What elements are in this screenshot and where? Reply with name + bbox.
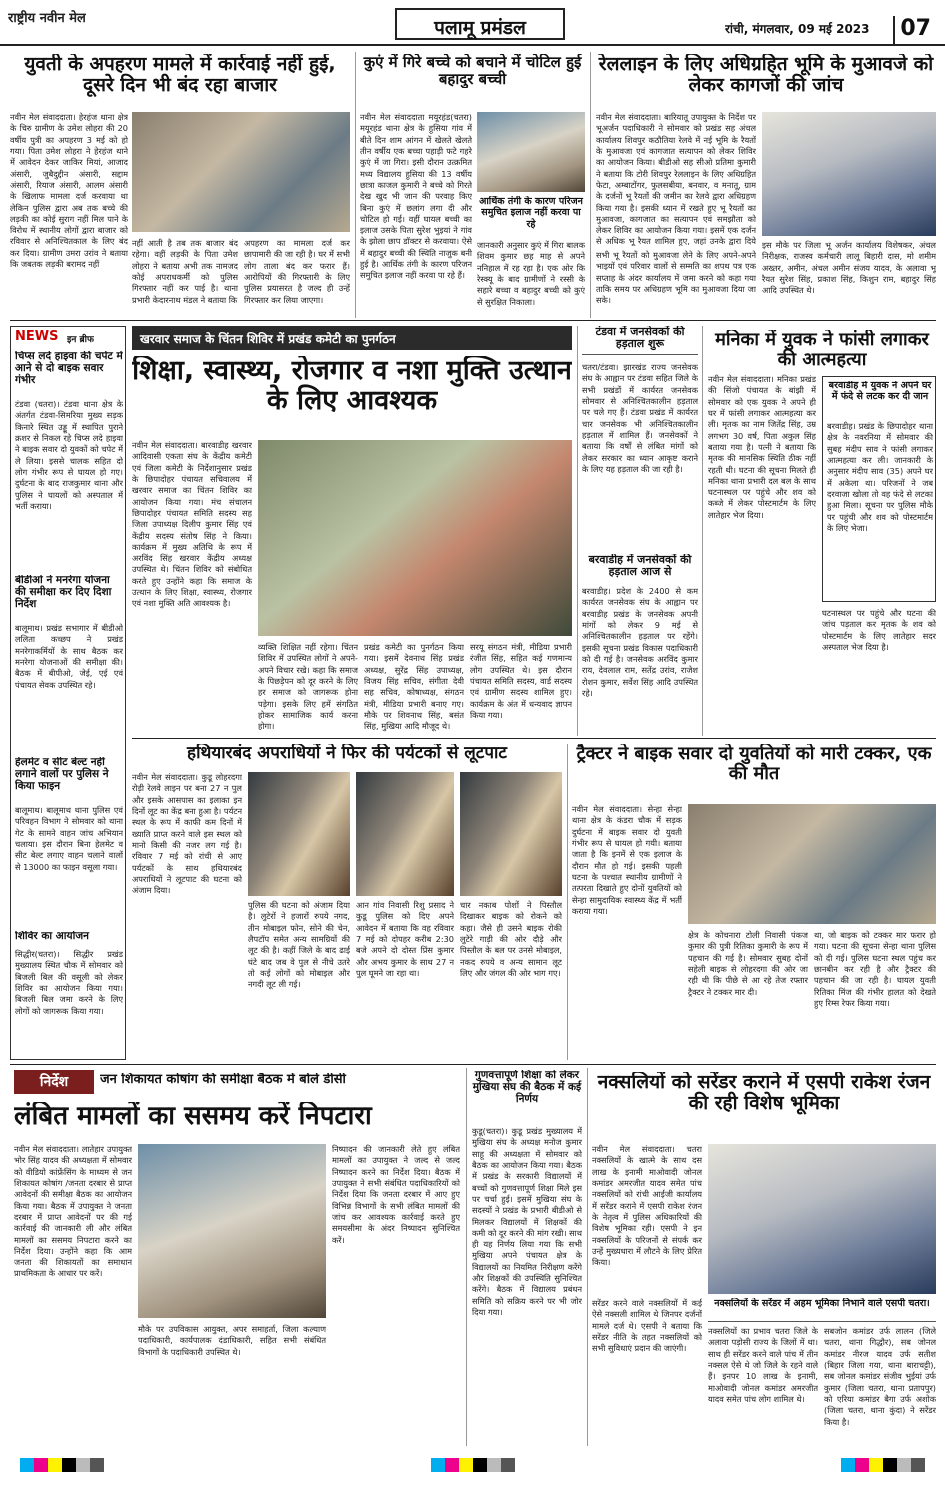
- a2-caption: आर्थिक तंगी के कारण परिजन समुचित इलाज नहीं करवा पा रहे: [479, 196, 583, 230]
- news-sublabel: इन ब्रीफ: [67, 335, 94, 345]
- a11-body-1: नवीन मेल संवाददाता। चतरा नक्सलियों के खात्मे के साथ दस लाख के इनामी माओवादी जोनल कमांडर अमरजीत यादव समेत पांच नक्सलियों को रांची आईजी कार्यालय में सरेंडर कराने में एसपी राकेश रंजन के नेतृत्व में पुलिस अधिकारियों की विशेष भूमिका रही। एसपी ने इन नक्सलियों के परिजनों से संपर्क कर उन्हें मुख्यधारा में लौटने के लिए प्रेरित किया।: [592, 1144, 702, 1268]
- section-title: पलामू प्रमंडल: [434, 17, 526, 39]
- a1-body-3: अपहरण का मामला दर्ज कर छापामारी की जा रही है। घर में सभी लोग ताला बंद कर फरार हैं। आरोपियों की गिरफ्तारी के लिए पुलिस प्रयासरत है जल्द ही उन्हें गिरफ्तार कर लिया जाएगा।: [244, 238, 350, 305]
- brief-3-body: बालूमाथ। बालूमाथ थाना पुलिस एवं परिवहन विभाग ने सोमवार को थाना गेट के सामने वाहन जांच अभियान चलाया। इस दौरान बिना हेलमेट व सीट बेल्ट लगाए वाहन चलाने वालों से 13000 का फाइन वसूला गया।: [15, 805, 123, 872]
- divider: [567, 744, 568, 1060]
- divider: [587, 1068, 588, 1446]
- a7-body-2: पुलिस की घटना को अंजाम दिया है। लुटेरों ने हजारों रुपये नगद, तीन मोबाइल फोन, सोने की चेन, लैपटॉप समेत अन्य सामग्रियों की लूट की है। कहीं जिले के बाद ढाई घंटे बाद जब वे पुल से नीचे उतरे तो कई लोगों को मोबाइल और नगदी लूट ली गई।: [248, 900, 350, 990]
- a4-body-3: प्रखंड कमेटी का पुनर्गठन किया गया। इसमें देवनाथ सिंह प्रखंड अध्यक्ष, सुरेंद्र सिंह उपाध्यक्ष, विजय सिंह सचिव, संगीता देवी सह सचिव, कोषाध्यक्ष, संगठन मंत्री, मीडिया प्रभारी बनाए गए। मौके पर शिवनाथ सिंह, बसंत सिंह, मुखिया आदि मौजूद थे।: [364, 642, 464, 732]
- brief-2-body: बालूमाथ। प्रखंड सभागार में बीडीओ ललिता कच्छप ने प्रखंड मनरेगाकर्मियों के साथ बैठक कर मनरेगा योजनाओं की समीक्षा की। बैठक में बीपीओ, जेई, एई एवं पंचायत सेवक उपस्थित रहे।: [15, 623, 123, 690]
- a5-headline: टंडवा में जनसेवकों की हड़ताल शुरू: [582, 326, 698, 355]
- a2-photo: [477, 112, 585, 192]
- a2-body-2: जानकारी अनुसार कुएं में गिरा बालक शिवम कुमार छह माह से अपने ननिहाल में रह रहा है। एक ओर कि रेस्क्यू के बाद ग्रामीणों ने रस्सी के सहारे बच्चा व बहादुर बच्ची को कुएं से सुरक्षित निकाला।: [477, 240, 585, 307]
- a11-photo: [708, 1144, 936, 1294]
- a9-headline: लंबित मामलों का ससमय करें निपटारा: [14, 1102, 372, 1131]
- divider: [702, 326, 703, 736]
- brief-4-body: सिद्धीर(चतरा)। सिद्धीर प्रखंड मुख्यालय स्थित चौक में सोमवार को बिजली बिल की वसूली को लेकर शिविर का आयोजन किया गया। बिजली बिल जमा करने के लिए लोगों को जागरूक किया गया।: [15, 949, 123, 1016]
- a3-headline: रेललाइन के लिए अधिग्रहित भूमि के मुआवजे को लेकर कागजों की जांच: [598, 54, 934, 97]
- a3-body-1: नवीन मेल संवाददाता। बारियातू उपायुक्त के निर्देश पर भूअर्जन पदाधिकारी ने सोमवार को प्रखंड सह अंचल कार्यालय शिवपुर कठौतिया रेलवे में नई भूमि के रैयतों के मुआवजा एवं कागजात सत्यापन को लेकर शिविर का आयोजन किया। बीडीओ सह सीओ प्रतिमा कुमारी ने बताया कि टोरी शिवपुर रेललाइन के लिए अधिग्रहित फेटा, अम्बाटोंगर, फुलसबीया, बनवार, व मनातू, ग्राम के दर्जनों भू रैयतों की जमीन का रेलवे द्वारा अधिग्रहण किया गया है। इसकी ध्यान में रखते हुए भू रैयतों का मुआवजा, कागजात का सत्यापन एवं समझौता को लेकर शिविर का आयोजन किया गया। इसमें एक दर्जन से अधिक भू रैयत शामिल हुए, जहां उनके द्वारा दिये: [596, 112, 756, 246]
- a4-headline: शिक्षा, स्वास्थ्य, रोजगार व नशा मुक्ति उत्थान के लिए आवश्यक: [132, 356, 572, 417]
- a6-headline: मनिका में युवक ने फांसी लगाकर की आत्महत्या: [715, 330, 929, 371]
- a4-body-1: नवीन मेल संवाददाता। बारवाडीह खरवार आदिवासी एकता संघ के केंद्रीय कमेटी एवं जिला कमेटी के निर्देशानुसार प्रखंड के छिपादोहर पंचायत सचिवालय में खरवार समाज का चिंतन शिविर का आयोजन किया गया। मंच संचालन छिपादोहर पंचायत समिति सदस्य सह जिला उपाध्यक्ष दिलीप कुमार सिंह एवं केंद्रीय सदस्य संतोष सिंह ने किया। कार्यक्रम में मुख्य अतिथि के रूप में अरविंद सिंह खरवार केंद्रीय अध्यक्ष उपस्थित थे। चिंतन शिविर को संबोधित करते हुए उन्होंने कहा कि समाज के उत्थान के लिए शिक्षा, स्वास्थ्य, रोजगार एवं नशा मुक्ति अति आवश्यक है।: [132, 440, 252, 609]
- a1-body-1: नवीन मेल संवाददाता। हेरहंज थाना क्षेत्र के चिरु ग्रामीण के उमेश लोहरा की 20 वर्षीय पुत्री का अपहरण 3 मई को हो गया। पिता उमेश लोहरा ने हेरहंज थाने में आवेदन देकर जाकिर मियां, आजाद अंसारी, जुबैदुद्दीन अंसारी, सद्दाम अंसारी, रियाज अंसारी, आलम अंसारी के खिलाफ मामला दर्ज करवाया था लेकिन पुलिस द्वारा अब तक बच्चे की लड़की का कोई सुराग नहीं मिल पाने के विरोध में स्थानीय लोगों द्वारा बाजार को रविवार से अनिश्चितकाल के लिए बंद कर दिया। ग्रामीण उमरा उरांव ने बताया कि जबतक लड़की बरामद नहीं: [10, 112, 128, 270]
- a7-body-4: चार नकाब पोशों ने पिस्तौल दिखाकर बाइक को रोकने को कहा। जैसे ही उसने बाइक रोकी लुटेरे गाड़ी की ओर दौड़े और पिस्तौल के बल पर उनसे मोबाइल, नकद रुपये व अन्य सामान लूट लिए और जंगल की ओर भाग गए।: [460, 900, 562, 978]
- a3-body-2: सभी भू रैयतों को मुआवजा लेने के लिए अपने-अपने भाइयों एवं परिवार वालों से सम्मति का शपथ पत्र एक सप्ताह के अंदर कार्यालय में जमा करने को कहा गया ताकि समय पर अधिग्रहण भूमि का मुआवजा दिया जा सके।: [596, 250, 756, 306]
- color-strip-center: [431, 1458, 515, 1476]
- divider: [590, 52, 591, 318]
- a8-body-2: क्षेत्र के कोचनारा टोली निवासी पंकज कुमार की पुत्री रितिका कुमारी के रूप में पहचान की गई है। सोमवार सुबह दोनों सहेली बाइक से लोहरदगा की ओर जा रही थी कि पीछे से आ रहे तेज रफ्तार ट्रैक्टर ने टक्कर मार दी।: [688, 930, 808, 997]
- a11-body-2: सरेंडर करने वाले नक्सलियों में कई ऐसे नक्सली शामिल थे जिनपर दर्जनों मामले दर्ज थे। एसपी ने बताया कि सरेंडर नीति के तहत नक्सलियों को सभी सुविधाएं प्रदान की जाएंगी।: [592, 1298, 702, 1354]
- a7-headline: हथियारबंद अपराधियों ने फिर की पर्यटकों से लूटपाट: [187, 744, 507, 763]
- brief-3-headline: हेलमेट व सीट बेल्ट नहीं लगाने वालों पर पुलिस ने किया फाइन: [15, 757, 109, 792]
- a11-body-3: नक्सलियों का प्रभाव चतरा जिले के अलावा पड़ोसी राज्य के जिलों में था। साथ ही सरेंडर करने वाले पांच में तीन नक्सल ऐसे थे जो जिले के रहने वाले हैं। इनपर 10 लाख के इनामी, माओवादी जोनल कमांडर अमरजीत यादव समेत पांच लोग शामिल थे।: [708, 1326, 818, 1404]
- divider: [132, 738, 936, 739]
- a5-body: चतरा/टंडवा। झारखंड राज्य जनसेवक संघ के आह्वान पर टंडवा सहित जिले के सभी प्रखंडों में कार्यरत जनसेवक सोमवार से अनिश्चितकालीन हड़ताल पर चले गए हैं। टंडवा प्रखंड में कार्यरत चार जनसेवक भी अनिश्चितकालीन हड़ताल में शामिल हैं। जनसेवकों ने बताया कि वर्षों से लंबित मांगों को लेकर सरकार का ध्यान आकृष्ट कराने के लिए यह हड़ताल की जा रही है।: [582, 362, 698, 474]
- a1-photo: [132, 112, 350, 232]
- a6-box: [822, 376, 936, 602]
- a6-box-body-2: घटनास्थल पर पहुंचे और घटना की जांच पड़ताल कर मृतक के शव को पोस्टमार्टम के लिए लातेहार सदर अस्पताल भेज दिया है।: [822, 608, 936, 652]
- brief-2-headline: बीडीओ ने मनरेगा योजना की समीक्षा कर दिए दिशा निर्देश: [15, 575, 112, 610]
- a9-body-2: निष्पादन की जानकारी लेते हुए लंबित मामलों का उपायुक्त ने जल्द से जल्द निष्पादन करने का निर्देश दिया। बैठक में उपायुक्त ने सभी संबंधित पदाधिकारियों को निर्देश दिया कि जनता दरबार में आए हुए विभिन्न विभागों के सभी लंबित मामलों की जांच कर आवश्यक कार्रवाई करते हुए समयसीमा के अंदर निष्पादन सुनिश्चित करें।: [332, 1144, 460, 1245]
- a1-headline: युवती के अपहरण मामले में कार्रवाई नहीं हुई, दूसरे दिन भी बंद रहा बाजार: [24, 54, 336, 97]
- a7-photo-1: [248, 772, 350, 896]
- a8-body-3: था, जो बाइक को टक्कर मार फरार हो गया। घटना की सूचना सेन्हा थाना पुलिस को दी गई। पुलिस घटना स्थल पहुंच कर छानबीन कर रही है और ट्रैक्टर की पहचान की जा रही है। घायल युवती रितिका मिंज की गंभीर हालत को देखते हुए रिम्स रेफर किया गया।: [814, 930, 936, 1008]
- a9-kicker: जन शिकायत कोषांग की समीक्षा बैठक में बोले डीसी: [100, 1073, 346, 1087]
- a9-tag: निर्देश: [14, 1070, 94, 1094]
- masthead: [0, 0, 945, 46]
- edition-date: रांची, मंगलवार, 09 मई 2023: [725, 22, 870, 36]
- a5-body-2: बरवाडीह। प्रदेश के 2400 से कम कार्यरत जनसेवक संघ के आह्वान पर बरवाडीह प्रखंड के जनसेवक अपनी मांगों को लेकर 9 मई से अनिश्चितकालीन हड़ताल पर रहेंगे। इसकी सूचना प्रखंड विकास पदाधिकारी को दी गई है। जनसेवक अरविंद कुमार राय, देवलाल राम, सतेंद्र उरांव, राजेश रोशन कुमार, सर्वेश सिंह आदि उपस्थित रहे।: [582, 586, 698, 698]
- a11-body-4: सबजोन कमांडर उर्फ लालन (जिले चतरा, थाना गिद्धौर), सब जोनल कमांडर नीरज यादव उर्फ सतीश (बिहार जिला गया, थाना बाराचट्टी), सब जोनल कमांडर संजीव भुईयां उर्फ कुमार (जिला चतरा, थाना प्रतापपुर) को एरिया कमांडर बैगा उर्फ अशोक (जिला चतरा, थाना कुंदा) ने सरेंडर किया है।: [824, 1326, 936, 1427]
- a9-body-3: मौके पर उपविकास आयुक्त, अपर समाहर्ता, जिला कल्याण पदाधिकारी, कार्यपालक दंडाधिकारी, सहित सभी संबंधित विभागों के पदाधिकारी उपस्थित थे।: [138, 1324, 326, 1357]
- divider: [10, 1064, 936, 1065]
- page-number: 07: [893, 16, 931, 44]
- brief-1-headline: चिप्स लदे हाइवा की चपेट में आने से दो बाइक सवार गंभीर: [15, 351, 123, 386]
- a10-body: कुडू(चतरा)। कुडू प्रखंड मुख्यालय में मुखिया संघ के अध्यक्ष मनोज कुमार साहू की अध्यक्षता में सोमवार को बैठक का आयोजन किया गया। बैठक में प्रखंड के सरकारी विद्यालयों में बच्चों को गुणवत्तापूर्ण शिक्षा मिले इस पर चर्चा हुई। इसमें मुखिया संघ के सदस्यों ने प्रखंड के प्रभारी बीडीओ से मिलकर विद्यालयों में शिक्षकों की कमी को दूर करने की मांग रखी। साथ ही यह निर्णय लिया गया कि सभी मुखिया अपने पंचायत क्षेत्र के विद्यालयों का नियमित निरीक्षण करेंगे और शिक्षकों की उपस्थिति सुनिश्चित करेंगे। बैठक में विद्यालय प्रबंधन समिति को सक्रिय करने पर भी जोर दिया गया।: [472, 1126, 582, 1317]
- a4-body-2: व्यक्ति शिक्षित नहीं रहेगा। चिंतन शिविर में उपस्थित लोगों ने अपने-अपने विचार रखे। कहा कि समाज के पिछड़ेपन को दूर करने के लिए हर समाज को जागरूक होना पड़ेगा। इसके लिए हमें संगठित होकर सामाजिक कार्य करना होगा।: [258, 642, 358, 732]
- a3-caption: इस मौके पर जिला भू अर्जन कार्यालय विशेषकर, अंचल निरीक्षक, राजस्व कर्मचारी लालू बिहारी दास, मो शमीम अख्तर, अमीन, अंचल अमीन संजय यादव, के अलावा भू रैयत सुरेश सिंह, प्रकाश सिंह, किशुन राम, बहादुर सिंह आदि उपस्थित थे।: [762, 240, 936, 296]
- brief-4-headline: शिविर का आयोजन: [15, 931, 89, 942]
- a1-body-2: नहीं आती है तब तक बाजार बंद रहेगा। वहीं लड़की के पिता उमेश लोहरा ने बताया अभी तक नामजद कोई अपराधकर्मी को पुलिस गिरफ्तार नहीं कर पाई है। थाना प्रभारी केदारनाथ मंडल ने बताया कि: [132, 238, 238, 305]
- a9-photo: [138, 1144, 326, 1318]
- a10-headline: गुणवत्तापूर्ण शिक्षा को लेकर मुखिया संघ की बैठक में कई निर्णय: [472, 1070, 582, 1105]
- a6-box-headline: बरवाडीह में युवक ने अपने घर में फंदे से लटक कर दी जान: [828, 381, 932, 402]
- a11-headline: नक्सलियों को सरेंडर कराने में एसपी राकेश रंजन की रही विशेष भूमिका: [597, 1072, 931, 1115]
- a2-headline: कुएं में गिरे बच्चे को बचाने में चोटिल हुई बहादुर बच्ची: [363, 54, 582, 88]
- brief-1-body: टंडवा (चतरा)। टंडवा थाना क्षेत्र के अंतर्गत टंडवा-सिमरिया मुख्य सड़क किनारे स्थित उड्डू में स्थापित पुराने क्रशर से निकल रहे चिप्स लदे हाइवा ने बाइक सवार दो युवकों को चपेट में ले लिया। इससे चालक सहित दो लोग गंभीर रूप से घायल हो गए। दुर्घटना के बाद राजकुमार थाना और पुलिस ने घायलों को अस्पताल में भर्ती कराया।: [15, 399, 123, 511]
- a9-body-1: नवीन मेल संवाददाता। लातेहार उपायुक्त भोर सिंह यादव की अध्यक्षता में सोमवार को वीडियो कांफ्रेंसिंग के माध्यम से जन शिकायत कोषांग /जनता दरबार से प्राप्त आवेदनों की समीक्षा बैठक का आयोजन किया गया। बैठक में उपायुक्त ने जनता दरबार में प्राप्त आवेदनों पर की गई कार्रवाई की जानकारी ली और लंबित मामलों का ससमय निपटारा करने का निर्देश दिया। उन्होंने कहा कि आम जनता की शिकायतों का समाधान प्राथमिकता के आधार पर करें।: [14, 1144, 132, 1279]
- a5-subheadline: बरवाडीह में जनसेवकों की हड़ताल आज से: [588, 554, 692, 579]
- brand-logo: राष्ट्रीय नवीन मेल: [8, 11, 86, 26]
- divider: [466, 1068, 467, 1446]
- a6-box-body: बरवाडीह। प्रखंड के छिपादोहर थाना क्षेत्र के नवरनिया में सोमवार की सुबह मंदीप साव ने फांसी लगाकर आत्महत्या कर ली। जानकारी के अनुसार मंदीप साव (35) अपने घर में अकेला था। परिजनों ने जब दरवाजा खोला तो वह फंदे से लटका हुआ मिला। सूचना पर पुलिस मौके पर पहुंची और शव को पोस्टमार्टम के लिए भेजा।: [827, 421, 933, 533]
- a4-body-4: सरयू संगठन मंत्री, मीडिया प्रभारी रंजीत सिंह, सहित कई गणमान्य लोग उपस्थित थे। इस दौरान पंचायत समिति सदस्य, वार्ड सदस्य एवं ग्रामीण सदस्य शामिल हुए। कार्यक्रम के अंत में धन्यवाद ज्ञापन किया गया।: [470, 642, 572, 720]
- a11-caption: नक्सलियों के सरेंडर में अहम भूमिका निभाने वाले एसपी चतरा।: [708, 1298, 936, 1322]
- color-strip-left: [20, 1458, 104, 1476]
- a8-photo: [688, 804, 936, 924]
- a7-body-3: आन गांव निवासी रिशु प्रसाद ने कुडू पुलिस को दिए अपने आवेदन में बताया कि वह रविवार 7 मई को दोपहर करीब 2:30 बजे अपने दो दोस्त प्रिंस कुमार और अभय कुमार के साथ 27 न पुल घूमने जा रहा था।: [356, 900, 454, 978]
- a8-headline: ट्रैक्टर ने बाइक सवार दो युवतियों को मारी टक्कर, एक की मौत: [576, 744, 932, 785]
- divider: [355, 52, 356, 318]
- a2-body-1: नवीन मेल संवाददाता मयूरहंड(चतरा) मयूरहंड थाना क्षेत्र के हुसिया गांव में बीते दिन शाम आंगन में खेलते खेलते तीन वर्षीय एक बच्चा पहाड़ी फटे गहरे कुएं में जा गिरा। इसी दौरान उत्क्रमित मध्य विद्यालय हुसिया की 13 वर्षीय छात्रा काजल कुमारी ने बच्चे को गिरते देख खुद भी जान की परवाह किए बिना कुएं में छलांग लगा दी और चोटिल हो गई। वहीं घायल बच्ची का इलाज उसके पिता सुरेश भुइयां ने गांव के झोला छाप डॉक्टर से करवाया। ऐसे में बहादुर बच्ची की स्थिति नाजुक बनी हुई है। आर्थिक तंगी के कारण परिजन समुचित इलाज नहीं करवा पा रहे हैं।: [360, 112, 472, 281]
- a3-photo: [762, 112, 936, 236]
- a4-photo: [258, 440, 572, 636]
- print-color-strip: [0, 1452, 945, 1482]
- a7-photo-3: [460, 772, 562, 896]
- a6-body: नवीन मेल संवाददाता। मनिका प्रखंड की सिंजो पंचायत के बांझी में सोमवार को एक युवक ने अपने ही घर में फांसी लगाकर आत्महत्या कर ली। मृतक का नाम जितेंद्र सिंह, उम्र लगभग 30 वर्ष, पिता अकुल सिंह बताया गया है। पत्नी ने बताया कि मृतक की मानसिक स्थिति ठीक नहीं रहती थी। घटना की सूचना मिलते ही मनिका थाना प्रभारी दल बल के साथ घटनास्थल पर पहुंचे और शव को कब्जे में लेकर पोस्टमार्टम के लिए लातेहार भेज दिया।: [708, 374, 816, 520]
- color-strip-right: [841, 1458, 925, 1476]
- divider: [577, 326, 578, 736]
- a7-photo-2: [356, 772, 454, 896]
- a4-banner: खरवार समाज के चिंतन शिविर में प्रखंड कमेटी का पुनर्गठन: [132, 326, 572, 350]
- a7-body-1: नवीन मेल संवाददाता। कुडू लोहरदगा रोड़ी रेलवे लाइन पर बना 27 न पुल और इसके आसपास का इलाका इन दिनों लूट का केंद्र बना हुआ है। पर्यटन स्थल के रूप में काफी कम दिनों में ख्याति प्राप्त करने वाले इस स्थल को मानो किसी की नजर लग गई है। रविवार 7 मई को रांची से आए पर्यटकों के साथ हथियारबंद अपराधियों ने लूटपाट की घटना को अंजाम दिया।: [132, 772, 242, 896]
- divider: [10, 320, 936, 321]
- a8-body-1: नवीन मेल संवाददाता। सेन्हा सेन्हा थाना क्षेत्र के कंडरा चौक में सड़क दुर्घटना में बाइक सवार दो युवती गंभीर रूप से घायल हो गयी। बताया जाता है कि इनमें से एक इलाज के दौरान मौत हो गई। इसकी पहली घटना के पश्चात स्थानीय ग्रामीणों ने तत्परता दिखाते हुए दोनों युवतियों को सेन्हा सामुदायिक स्वास्थ्य केंद्र में भर्ती कराया गया।: [572, 804, 682, 916]
- news-label: NEWS: [15, 329, 59, 344]
- news-in-brief: [10, 326, 126, 1060]
